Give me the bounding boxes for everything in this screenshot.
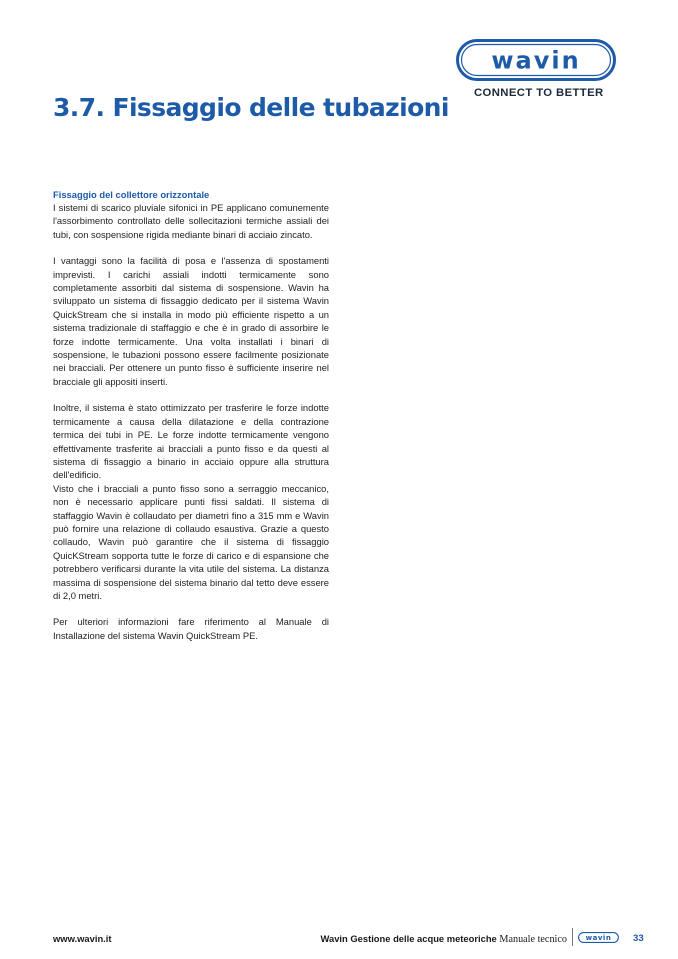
paragraph: Inoltre, il sistema è stato ottimizzato per trasferire le forze indotte termicamente a causa della dilatazione e della contrazione termica dei tubi in PE. Le forze indotte termicamente vengono effettivamente trasferite ai bracciali a punto fisso e da questi al sistema di fissaggio a binario in acciaio oppure alla struttura dell'edificio.	[53, 402, 329, 481]
main-content	[53, 188, 329, 655]
tagline: CONNECT TO BETTER	[474, 87, 604, 99]
page-title: 3.7. Fissaggio delle tubazioni	[53, 93, 449, 122]
footer-logo-text: wavin	[585, 934, 612, 943]
paragraph: Per ulteriori informazioni fare riferimento al Manuale di Installazione del sistema Wavin QuickStream PE.	[53, 616, 329, 641]
paragraph: I vantaggi sono la facilità di posa e l'assenza di spostamenti imprevisti. I carichi assiali indotti termicamente sono completamente assorbiti dal sistema di sospensione. Wavin ha sviluppato un sistema di fissaggio dedicato per il sistema Wavin QuickStream che si installa in modo più efficiente rispetto a un sistema tradizionale di staffaggio e che è in grado di assorbire le forze indotte termicamente. Una volta installati i binari di sospensione, le tubazioni possono essere facilmente posizionate nei bracciali. Per ottenere un punto fisso è sufficiente inserire nel bracciale gli appositi inserti.	[53, 255, 329, 387]
footer-doc-title-regular: Manuale tecnico	[499, 934, 567, 945]
section-heading: Fissaggio del collettore orizzontale	[53, 189, 210, 200]
footer-divider	[572, 928, 573, 946]
footer-document-title	[321, 933, 568, 945]
paragraph: I sistemi di scarico pluviale sifonici in PE applicano comunemente l'assorbimento controllato delle sollecitazioni termiche assiali dei tubi, con sospensione rigida mediante binari di acciaio zincato.	[53, 202, 329, 240]
footer-url[interactable]: www.wavin.it	[53, 933, 112, 944]
paragraph: Visto che i bracciali a punto fisso sono a serraggio meccanico, non è necessario applicare punti fissi saldati. Il sistema di staffaggio Wavin è collaudato per diametri fino a 315 mm e Wavin può fornire una relazione di collaudo esaustiva. Grazie a questo collaudo, Wavin può garantire che il sistema di fissaggio QuicKStream sopporta tutte le forze di carico e di espansione che potrebbero verificarsi durante la vita utile del sistema. La distanza massima di sospensione del sistema binario dal tetto deve essere di 2,0 metri.	[53, 482, 329, 601]
page-footer	[0, 928, 678, 948]
page-number: 33	[633, 933, 644, 944]
wavin-logo-text: wavin	[491, 46, 581, 75]
footer-doc-title-bold: Wavin Gestione delle acque meteoriche	[320, 933, 497, 944]
wavin-logo	[456, 39, 616, 81]
footer-wavin-logo	[578, 932, 619, 943]
